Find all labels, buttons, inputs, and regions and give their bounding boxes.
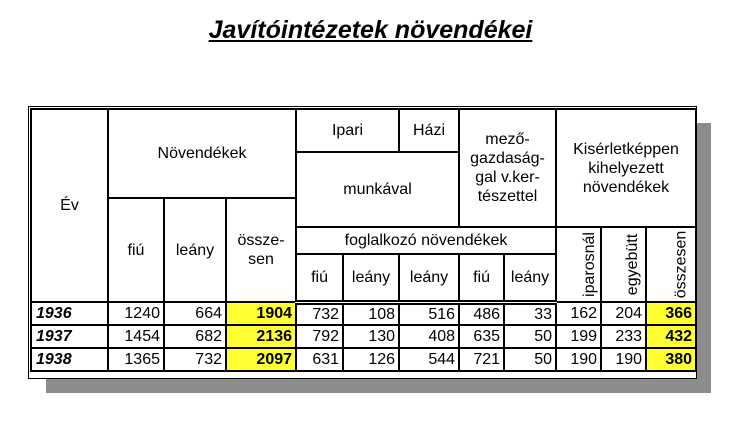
value-cell: 664: [164, 302, 226, 325]
header-iparosnal-text: iparosnál: [580, 232, 598, 297]
value-cell: 233: [601, 325, 646, 348]
year-cell: 1938: [31, 348, 108, 371]
value-cell: 486: [459, 302, 504, 325]
data-table: [30, 108, 697, 372]
header-egyebutt-text: egyebütt: [624, 233, 642, 296]
value-cell: 721: [459, 348, 504, 371]
header-osszesen-v-text: összesen: [672, 230, 690, 299]
header-munkaval: munkával: [296, 152, 459, 227]
header-novendekek: Növendékek: [108, 109, 296, 198]
value-cell: 682: [164, 325, 226, 348]
value-cell: 108: [343, 302, 399, 325]
value-cell: 1365: [108, 348, 164, 371]
value-cell: 408: [399, 325, 459, 348]
value-cell: 190: [601, 348, 646, 371]
value-cell: 792: [296, 325, 343, 348]
value-cell: 635: [459, 325, 504, 348]
value-cell: 130: [343, 325, 399, 348]
year-cell: 1936: [31, 302, 108, 325]
value-cell: 50: [504, 325, 556, 348]
value-cell: 162: [556, 302, 601, 325]
total-cell: 432: [646, 325, 696, 348]
total-cell: 2136: [226, 325, 296, 348]
header-mezo-text: mező- gazdaság- gal v.ker- tészettel: [470, 131, 545, 205]
header-leany: leány: [164, 198, 226, 302]
value-cell: 544: [399, 348, 459, 371]
year-cell: 1937: [31, 325, 108, 348]
value-cell: 631: [296, 348, 343, 371]
total-cell: 380: [646, 348, 696, 371]
header-sub-fiu-2: fiú: [459, 254, 504, 302]
header-osszesen-text: össze- sen: [237, 232, 285, 268]
table-row: [31, 348, 696, 371]
value-cell: 1454: [108, 325, 164, 348]
header-osszesen: [226, 198, 296, 302]
value-cell: 33: [504, 302, 556, 325]
header-iparosnal: [556, 227, 601, 302]
header-egyebutt: [601, 227, 646, 302]
value-cell: 204: [601, 302, 646, 325]
total-cell: 2097: [226, 348, 296, 371]
value-cell: 126: [343, 348, 399, 371]
header-kiserlet: [556, 109, 696, 227]
header-ipari: Ipari: [296, 109, 399, 152]
header-sub-leany-3: leány: [504, 254, 556, 302]
value-cell: 190: [556, 348, 601, 371]
value-cell: 1240: [108, 302, 164, 325]
header-kiserlet-text: Kisérletképpen kihelyezett növendékek: [573, 140, 679, 196]
page-title: [0, 16, 741, 45]
header-osszesen-v: [646, 227, 696, 302]
table-row: [31, 325, 696, 348]
value-cell: 50: [504, 348, 556, 371]
header-ev: Év: [31, 109, 108, 302]
header-sub-fiu-1: fiú: [296, 254, 343, 302]
total-cell: 1904: [226, 302, 296, 325]
value-cell: 199: [556, 325, 601, 348]
header-sub-leany-2: leány: [399, 254, 459, 302]
header-sub-leany-1: leány: [343, 254, 399, 302]
value-cell: 732: [296, 302, 343, 325]
value-cell: 516: [399, 302, 459, 325]
value-cell: 732: [164, 348, 226, 371]
total-cell: 366: [646, 302, 696, 325]
header-hazi: Házi: [399, 109, 459, 152]
header-foglalkozo: foglalkozó növendékek: [296, 227, 556, 254]
header-mezo: [459, 109, 556, 227]
table-row: [31, 302, 696, 325]
title-text: Javítóintézetek növendékei: [208, 16, 533, 44]
header-fiu: fiú: [108, 198, 164, 302]
